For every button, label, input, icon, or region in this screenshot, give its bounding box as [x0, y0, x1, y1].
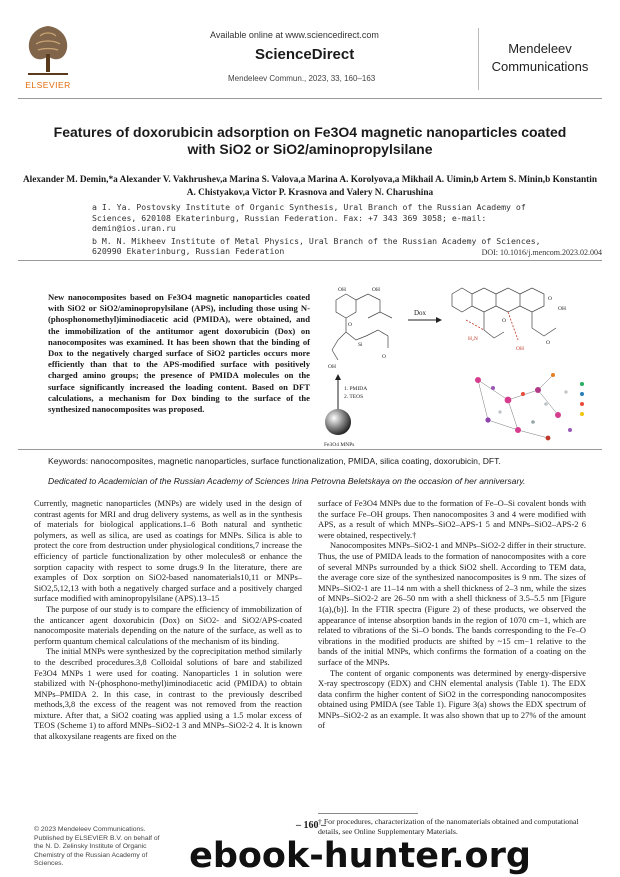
step-2-label: 2. TEOS	[344, 394, 364, 400]
footnote: † For procedures, characterization of the nanomaterials obtained and computational details, see Online Supplementary Materials.	[318, 817, 579, 836]
page-number: – 160 –	[296, 820, 326, 831]
paragraph: surface of Fe3O4 MNPs due to the formation of Fe–O–Si covalent bonds with the surface Fe–OH groups. Then nanocomposites 3 and 4 were modified with APS, as a result of which MNPs–SiO2–APS-1 5 and MNPs–SiO2–APS-2 6 were obtained, respectively.†	[318, 498, 586, 540]
svg-text:O: O	[546, 340, 550, 346]
body-column-left	[34, 498, 302, 742]
publisher-logo-text: ELSEVIER	[25, 80, 71, 90]
svg-text:H₂N: H₂N	[468, 336, 478, 342]
svg-text:O: O	[348, 322, 352, 328]
body-column-right	[318, 498, 586, 731]
sciencedirect-brand[interactable]: ScienceDirect	[255, 46, 355, 63]
graphical-abstract	[318, 280, 596, 448]
available-online-link[interactable]: Available online at www.sciencedirect.com	[210, 30, 379, 40]
dedication: Dedicated to Academician of the Russian Academy of Sciences Irina Petrovna Beletskaya on the occasion of her anniversary.	[48, 476, 526, 486]
paragraph: Nanocomposites MNPs–SiO2-1 and MNPs–SiO2-2 differ in their structure. Thus, the use of PMIDA leads to the formation of nanocomposites with a core of several MNPs surrounded by a thick SiO2 shell. According to TEM data, the average core size of the synthesized nanocomposites is 9 nm. The sizes of MNPs–SiO2-1 are 11–14 nm with a shell thickness of 2–3 nm, while the sizes of MNPs–SiO2-2 are 26–50 nm with a shell thickness of 3.5–5.5 nm [Figure 1(a),(b)]. In the FTIR spectra (Figure 2) of these products, we observed the appearance of intense absorption bands in the region of 1070 cm−1, which are related to vibrations of the Si–O bonds. The bands corresponding to the Fe–O vibrations in the modified products are shifted by ~15 cm−1 relative to the bands of the initial MNPs, which confirms the formation of a coating on the surface of the MNPs.	[318, 540, 586, 667]
svg-text:OH: OH	[558, 306, 566, 312]
author-list: Alexander M. Demin,*a Alexander V. Vakhrushev,a Marina S. Valova,a Marina A. Korolyova,a Mikhail A. Uimin,b Artem S. Minin,b Konstantin A. Chistyakov,a Victor P. Krasnova and Valery N. Charushina	[22, 175, 598, 198]
paragraph: Currently, magnetic nanoparticles (MNPs) are widely used in the design of contrast agents for MRI and drug delivery systems, as well as in the synthesis of materials for biological applications.1–6 Both natural and synthetic polymers, as well as silica, are used as coatings for MNPs. Silica is able to protect the core from destruction under physiological conditions,7 increase the efficiency of particle functionalization by other molecules8 or enhance the sorption capacity with respect to some drugs.9 In the literature, there are examples of Dox sorption on SiO2-based nanomaterials10,11 or MNPs–SiO2,5,12,13 with both a negatively charged surface and a positively charged surface modified with aminopropylsilane (APS).13–15	[34, 498, 302, 604]
affiliation-b: b M. N. Mikheev Institute of Metal Physics, Ural Branch of the Russian Academy of Sciences, 620990 Ekaterinburg, Russian Federation	[92, 235, 541, 256]
keywords-list: nanocomposites, magnetic nanoparticles, surface functionalization, PMIDA, silica coating, doxorubicin, DFT.	[90, 456, 501, 466]
abstract-text: New nanocomposites based on Fe3O4 magnetic nanoparticles coated with SiO2 or SiO2/aminopropylsilane (APS), including those using N-(phosphonomethyl)iminodiacetic acid (PMIDA), were obtained, and the immobilization of the antitumor agent doxorubicin (Dox) on nanocomposites was examined. It has been shown that the binding of Dox to the negatively charged surface of SiO2 particles occurs more efficiently than that to the APS-modified surface with positively charged amino groups; the presence of PMIDA molecules on the surface significantly increased the loading content. Based on DFT calculations, a mechanism for Dox binding to the surface of the synthesized nanocomposites was proposed.	[48, 292, 310, 415]
journal-name: Mendeleev Communications	[491, 41, 589, 74]
footnote-divider	[318, 813, 418, 814]
copyright-notice: © 2023 Mendeleev Communications. Published by ELSEVIER B.V. on behalf of the N. D. Zelinsky Institute of Organic Chemistry of the Russian Academy of Sciences.	[34, 826, 160, 868]
dox-complex-drawing	[452, 288, 556, 338]
abstract-divider-bottom	[18, 449, 602, 450]
header-divider	[18, 98, 602, 99]
svg-text:OH: OH	[372, 287, 380, 293]
svg-text:OH: OH	[516, 346, 524, 352]
particle-label: Fe3O4 MNPs	[324, 442, 355, 448]
paragraph: The purpose of our study is to compare the efficiency of immobilization of the anticancer agent doxorubicin (Dox) on SiO2- and SiO2/APS-coated nanocomposite materials depending on the nature of the surface, as well as to perform quantum chemical calculations of the mechanism of its binding.	[34, 603, 302, 646]
abstract-divider-top	[18, 260, 602, 261]
svg-text:OH: OH	[338, 287, 346, 293]
svg-text:O: O	[548, 296, 552, 302]
surface-molecule-drawing	[332, 294, 392, 360]
elsevier-tree-logo	[18, 18, 78, 80]
journal-citation: Mendeleev Commun., 2023, 33, 160–163	[228, 74, 376, 83]
doi-link[interactable]: DOI: 10.1016/j.mencom.2023.02.004	[481, 248, 602, 257]
keywords-line	[48, 456, 588, 466]
paragraph: The content of organic components was determined by energy-dispersive X-ray spectroscopy (EDX) and CHN elemental analysis (Table 1). The EDX data confirm the higher content of SiO2 in the corresponding nanocomposites obtained using PMIDA (see Table 1). Figure 3(a) shows the EDX spectrum of MNPs–SiO2-2 as an example. It was also shown that up to 27% of the amount of	[318, 667, 586, 731]
svg-text:OH: OH	[328, 364, 336, 370]
svg-text:O: O	[502, 318, 506, 324]
affiliation-a: a I. Ya. Postovsky Institute of Organic Synthesis, Ural Branch of the Russian Academy of Sciences, 620108 Ekaterinburg, Russian Federation. Fax: +7 343 369 3058; e-mail: demin@ios.uran.ru	[92, 202, 526, 233]
nanoparticle-sphere	[325, 409, 351, 435]
svg-text:O: O	[382, 354, 386, 360]
step-1-label: 1. PMIDA	[344, 386, 368, 392]
paragraph: The initial MNPs were synthesized by the coprecipitation method similarly to the described procedures.3,8 Colloidal solutions of bare and stabilized Fe3O4 MNPs 1 were used for coating. Nanoparticles 1 in solution were stabilized with N-(phosphono-methyl)iminodiacetic acid (PMIDA) to obtain MNPs–PMIDA 2. In this case, in contrast to the previously described methods,3,8 the excess of the reagent was not removed from the reaction mixture. After that, a SiO2 coating was applied using a 1.5 molar excess of TEOS (Scheme 1) to afford MNPs–SiO2-1 3 and MNPs–SiO2-2 4. It is known that alkoxysilane reagents are fixed on the	[34, 646, 302, 742]
dox-label: Dox	[414, 309, 427, 317]
keywords-label: Keywords:	[48, 456, 89, 466]
watermark-text: ebook-hunter.org	[189, 836, 531, 876]
article-title: Features of doxorubicin adsorption on Fe3O4 magnetic nanoparticles coated with SiO2 or SiO2/aminopropylsilane	[53, 124, 567, 157]
dft-model-drawing	[475, 373, 584, 440]
svg-text:Si: Si	[358, 342, 363, 348]
